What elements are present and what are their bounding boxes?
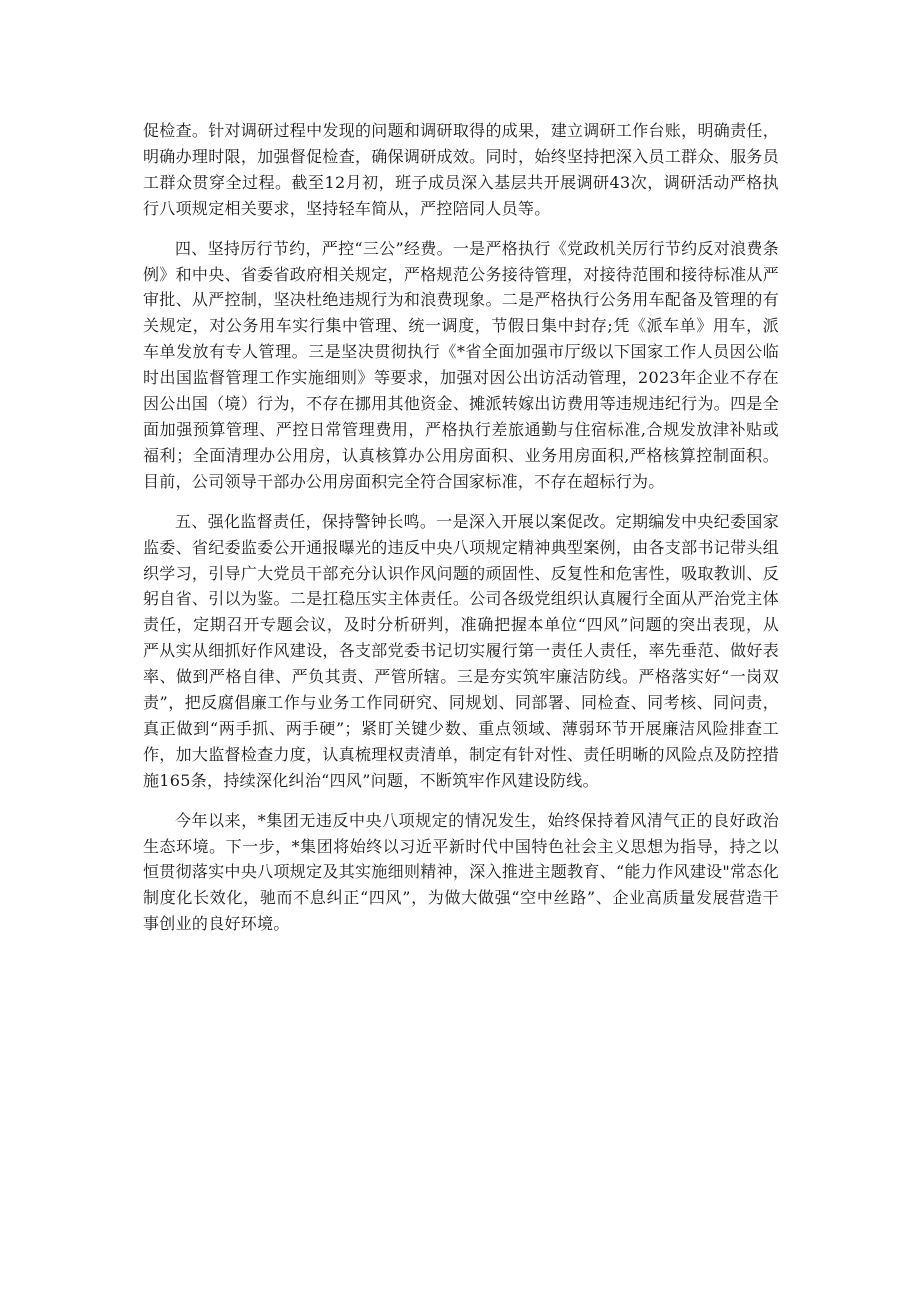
paragraph-section-five-supervision: 五、强化监督责任，保持警钟长鸣。一是深入开展以案促改。定期编发中央纪委国家监委、省纪委监委公开通报曝光的违反中央八项规定精神典型案例，由各支部书记带头组织学习，引导广大党员干部充分认识作风问题的顽固性、反复性和危害性，吸取教训、反躬自省、引以为鉴。二是扛稳压实主体责任。公司各级党组织认真履行全面从严治党主体责任，定期召开专题会议，及时分析研判，准确把握本单位“四风”问题的突出表现，从严从实从细抓好作风建设，各支部党委书记切实履行第一责任人责任，率先垂范、做好表率、做到严格自律、严负其责、严管所辖。三是夯实筑牢廉洁防线。严格落实好“一岗双责”，把反腐倡廉工作与业务工作同研究、同规划、同部署、同检查、同考核、同问责，真正做到“两手抓、两手硬”；紧盯关键少数、重点领域、薄弱环节开展廉洁风险排查工作，加大监督检查力度，认真梳理权责清单，制定有针对性、责任明晰的风险点及防控措施165条，持续深化纠治“四风”问题，不断筑牢作风建设防线。 [143,511,779,790]
document-body [143,118,779,953]
paragraph-section-four-frugality: 四、坚持厉行节约，严控“三公”经费。一是严格执行《党政机关厉行节约反对浪费条例》和中央、省委省政府相关规定，严格规范公务接待管理，对接待范围和接待标准从严审批、从严控制，坚决杜绝违规行为和浪费现象。二是严格执行公务用车配备及管理的有关规定，对公务用车实行集中管理、统一调度，节假日集中封存;凭《派车单》用车，派车单发放有专人管理。三是坚决贯彻执行《*省全面加强市厅级以下国家工作人员因公临时出国监督管理工作实施细则》等要求，加强对因公出访活动管理，2023年企业不存在因公出国（境）行为，不存在挪用其他资金、摊派转嫁出访费用等违规违纪行为。四是全面加强预算管理、严控日常管理费用，严格执行差旅通勤与住宿标准,合规发放津补贴或福利；全面清理办公用房，认真核算办公用房面积、业务用房面积,严格核算控制面积。目前，公司领导干部办公用房面积完全符合国家标准，不存在超标行为。 [143,238,779,491]
paragraph-research-inspection: 促检查。针对调研过程中发现的问题和调研取得的成果，建立调研工作台账，明确责任，明确办理时限，加强督促检查，确保调研成效。同时，始终坚持把深入员工群众、服务员工群众贯穿全过程。截至12月初，班子成员深入基层共开展调研43次，调研活动严格执行八项规定相关要求，坚持轻车简从，严控陪同人员等。 [143,121,779,218]
paragraph-summary-next-steps: 今年以来，*集团无违反中央八项规定的情况发生，始终保持着风清气正的良好政治生态环境。下一步，*集团将始终以习近平新时代中国特色社会主义思想为指导，持之以恒贯彻落实中央八项规定及其实施细则精神，深入推进主题教育、“能力作风建设"常态化制度化长效化，驰而不息纠正“四风”，为做大做强“空中丝路”、企业高质量发展营造干事创业的良好环境。 [143,810,779,934]
